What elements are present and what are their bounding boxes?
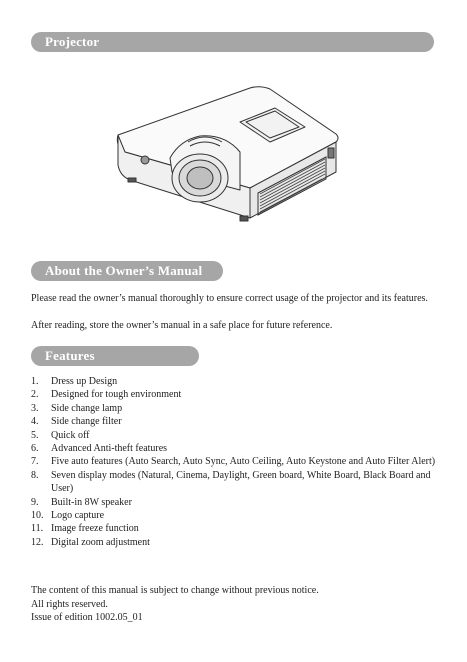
feature-number: 8. <box>31 469 39 481</box>
feature-text: Digital zoom adjustment <box>51 536 150 548</box>
section-header-projector: Projector <box>31 32 434 52</box>
intro-paragraph: Please read the owner’s manual thoroughly to ensure correct usage of the projector and its features. <box>31 293 428 304</box>
feature-item <box>31 415 441 428</box>
feature-number: 1. <box>31 376 39 387</box>
feature-number: 12. <box>31 536 44 548</box>
feature-item <box>31 455 441 468</box>
feature-text: Designed for tough environment <box>51 389 182 401</box>
feature-number: 4. <box>31 416 39 428</box>
feature-text: Quick off <box>51 429 90 441</box>
feature-number: 3. <box>31 402 39 414</box>
features-list <box>31 375 441 549</box>
feature-text: Seven display modes (Natural, Cinema, Daylight, Green board, White Board, Black Board and User) <box>51 469 431 495</box>
feature-item <box>31 388 441 401</box>
feature-number: 7. <box>31 456 39 468</box>
feature-number: 2. <box>31 389 39 401</box>
feature-item <box>31 402 441 415</box>
feature-item <box>31 469 441 496</box>
footer-notice <box>31 584 319 625</box>
feature-item <box>31 442 441 455</box>
edition-number: Issue of edition 1002.05_01 <box>31 612 143 623</box>
projector-illustration <box>100 80 350 230</box>
feature-item <box>31 375 441 388</box>
feature-number: 9. <box>31 496 39 508</box>
feature-number: 6. <box>31 443 39 455</box>
section-header-owners-manual: About the Owner’s Manual <box>31 261 223 281</box>
feature-item <box>31 509 441 522</box>
section-header-features: Features <box>31 346 199 366</box>
feature-number: 11. <box>31 523 44 535</box>
feature-text: Built-in 8W speaker <box>51 496 132 508</box>
change-notice: The content of this manual is subject to change without previous notice. <box>31 585 319 596</box>
feature-text: Image freeze function <box>51 523 139 535</box>
feature-item <box>31 429 441 442</box>
feature-text: Dress up Design <box>51 376 118 387</box>
storage-note: After reading, store the owner’s manual in a safe place for future reference. <box>31 320 333 331</box>
feature-text: Advanced Anti-theft features <box>51 443 168 455</box>
feature-text: Side change filter <box>51 416 122 428</box>
feature-item <box>31 522 441 535</box>
feature-text: Side change lamp <box>51 402 123 414</box>
rights-notice: All rights reserved. <box>31 598 108 610</box>
feature-number: 10. <box>31 510 44 522</box>
feature-item <box>31 536 441 549</box>
feature-text: Five auto features (Auto Search, Auto Sync, Auto Ceiling, Auto Keystone and Auto Filter Alert) <box>51 456 436 468</box>
feature-item <box>31 496 441 509</box>
feature-number: 5. <box>31 429 39 441</box>
feature-text: Logo capture <box>51 510 105 522</box>
